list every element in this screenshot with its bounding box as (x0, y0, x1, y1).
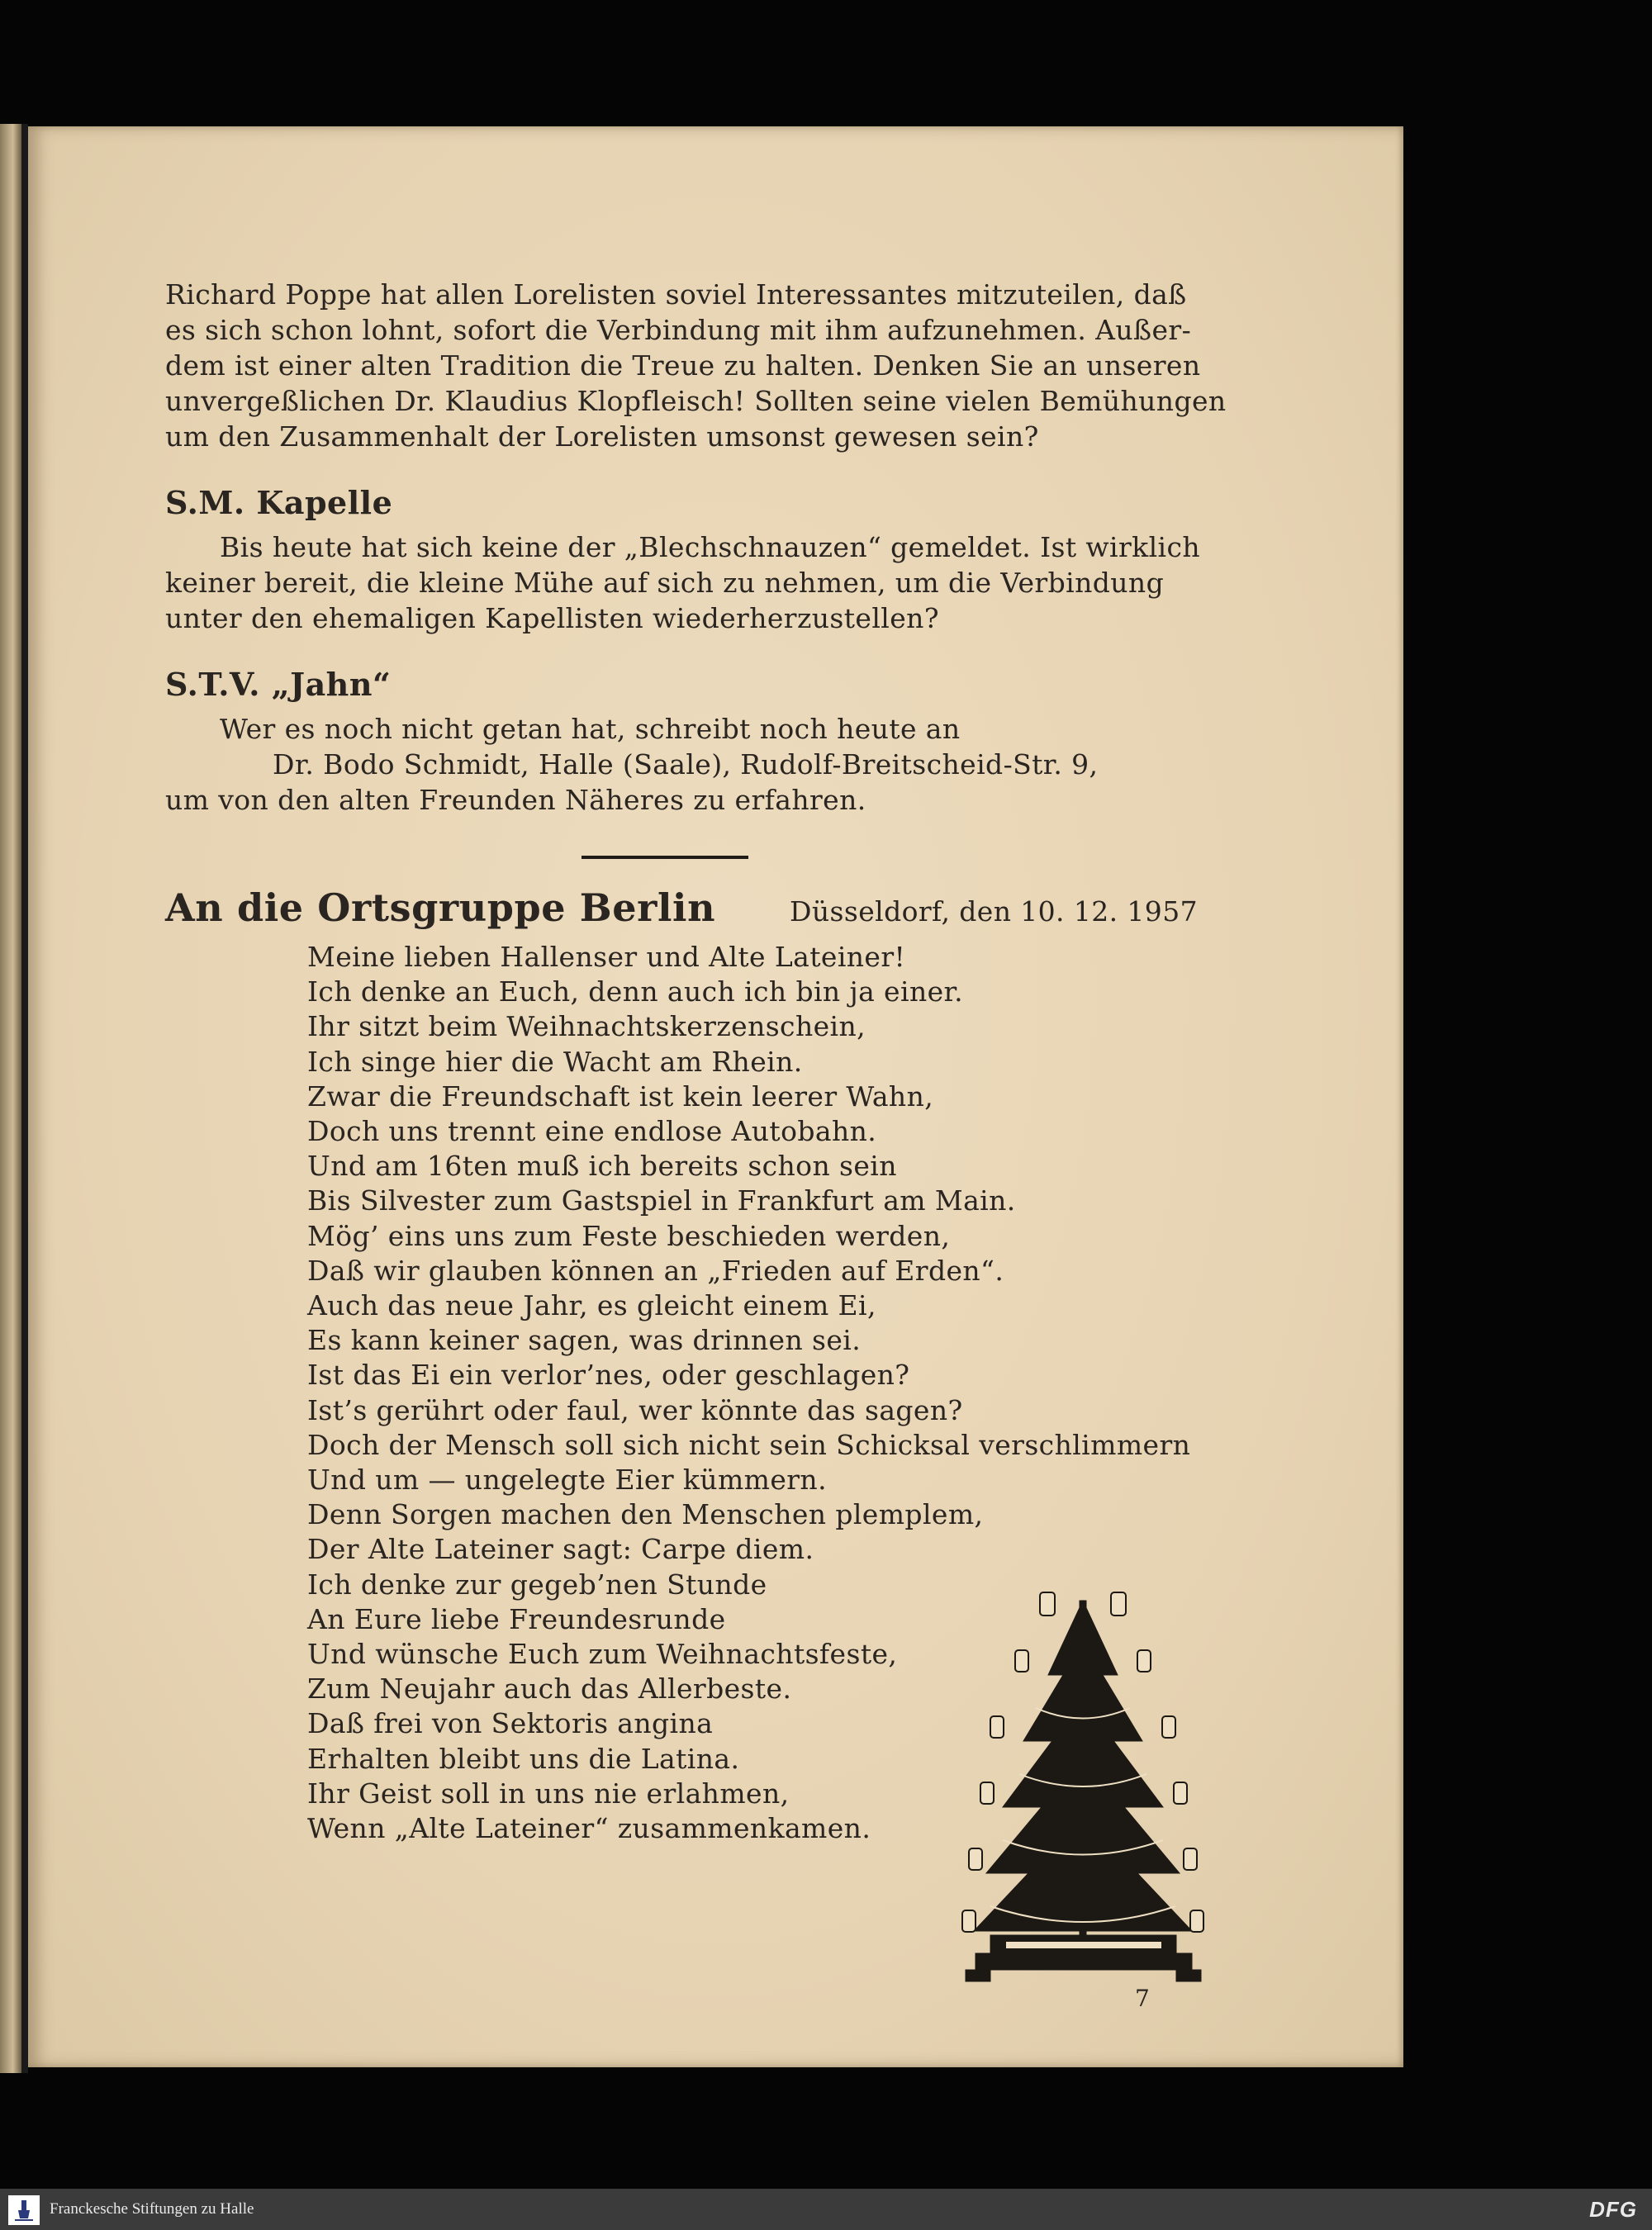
poem-line: Ihr sitzt beim Weihnachtskerzenschein, (307, 1010, 866, 1043)
section-divider (582, 856, 748, 859)
poem-line: Bis Silvester zum Gastspiel in Frankfurt am Main. (307, 1184, 1016, 1217)
poem-line: Ich denke an Euch, denn auch ich bin ja einer. (307, 975, 963, 1008)
poem-line: Es kann keiner sagen, was drinnen sei. (307, 1324, 862, 1357)
book-gutter (21, 124, 28, 2073)
poem-line: Und um — ungelegte Eier kümmern. (307, 1464, 827, 1497)
poem-line: Ihr Geist soll in uns nie erlahmen, (307, 1777, 790, 1810)
book-page (28, 126, 1403, 2067)
poem-line: Und wünsche Euch zum Weihnachtsfeste, (307, 1638, 898, 1671)
postal-address: Dr. Bodo Schmidt, Halle (Saale), Rudolf-Breitscheid-Str. 9, (273, 748, 1099, 780)
poem-line: Auch das neue Jahr, es gleicht einem Ei, (307, 1289, 876, 1322)
dfg-logo: DFG (1589, 2197, 1637, 2222)
section-heading-kapelle: S.M. Kapelle (165, 484, 393, 521)
previous-page-edge (0, 124, 21, 2073)
text-line: um von den alten Freunden Näheres zu erfahren. (165, 784, 866, 816)
institution-name: Franckesche Stiftungen zu Halle (50, 2200, 254, 2218)
page-number: 7 (1135, 1985, 1150, 2012)
poem-line: Daß wir glauben können an „Frieden auf Erden“. (307, 1254, 1004, 1287)
text-line: keiner bereit, die kleine Mühe auf sich zu nehmen, um die Verbindung (165, 567, 1165, 599)
letter-header (165, 885, 1198, 930)
poem-line: Der Alte Lateiner sagt: Carpe diem. (307, 1533, 814, 1566)
poem-line: Ich denke zur gegeb’nen Stunde (307, 1568, 767, 1601)
christmas-tree-illustration (957, 1584, 1209, 1985)
poem-line: Ist das Ei ein verlor’nes, oder geschlagen? (307, 1359, 910, 1392)
poem-line: Und am 16ten muß ich bereits schon sein (307, 1150, 897, 1183)
text-line: dem ist einer alten Tradition die Treue zu halten. Denken Sie an unseren (165, 349, 1201, 382)
poem-line: Daß frei von Sektoris angina (307, 1707, 714, 1740)
section-body-jahn (165, 711, 1198, 818)
letter-date: Düsseldorf, den 10. 12. 1957 (790, 895, 1198, 928)
text-line: Bis heute hat sich keine der „Blechschnauzen“ gemeldet. Ist wirklich (220, 531, 1201, 563)
text-line: um den Zusammenhalt der Lorelisten umsonst gewesen sein? (165, 420, 1039, 453)
section-body-kapelle (165, 529, 1201, 636)
text-line: Wer es noch nicht getan hat, schreibt noch heute an (220, 713, 961, 745)
poem-line: Zum Neujahr auch das Allerbeste. (307, 1672, 792, 1706)
poem-line: Ich singe hier die Wacht am Rhein. (307, 1045, 803, 1078)
institution-logo-icon (8, 2195, 40, 2225)
poem-line: Mög’ eins uns zum Feste beschieden werden, (307, 1219, 951, 1252)
text-line: es sich schon lohnt, sofort die Verbindung mit ihm aufzunehmen. Außer- (165, 314, 1192, 346)
poem-line: An Eure liebe Freundesrunde (307, 1602, 726, 1635)
poem-line: Denn Sorgen machen den Menschen plemplem, (307, 1498, 984, 1531)
poem-line: Meine lieben Hallenser und Alte Lateiner! (307, 941, 906, 973)
poem-line: Erhalten bleibt uns die Latina. (307, 1742, 740, 1775)
poem-line: Doch der Mensch soll sich nicht sein Schicksal verschlimmern (307, 1428, 1191, 1461)
letter-title: An die Ortsgruppe Berlin (165, 885, 716, 930)
text-line: unter den ehemaligen Kapellisten wiederherzustellen? (165, 602, 939, 634)
poem-line: Ist’s gerührt oder faul, wer könnte das sagen? (307, 1393, 963, 1426)
text-line: Richard Poppe hat allen Lorelisten soviel Interessantes mitzuteilen, daß (165, 278, 1187, 311)
poem-line: Wenn „Alte Lateiner“ zusammenkamen. (307, 1812, 871, 1845)
poem-line: Zwar die Freundschaft ist kein leerer Wahn, (307, 1079, 934, 1113)
viewer-footer (0, 2189, 1652, 2230)
intro-paragraph (165, 277, 1227, 454)
section-heading-jahn: S.T.V. „Jahn“ (165, 666, 392, 703)
text-line: unvergeßlichen Dr. Klaudius Klopfleisch! Sollten seine vielen Bemühungen (165, 385, 1227, 417)
poem-line: Doch uns trennt eine endlose Autobahn. (307, 1115, 877, 1148)
